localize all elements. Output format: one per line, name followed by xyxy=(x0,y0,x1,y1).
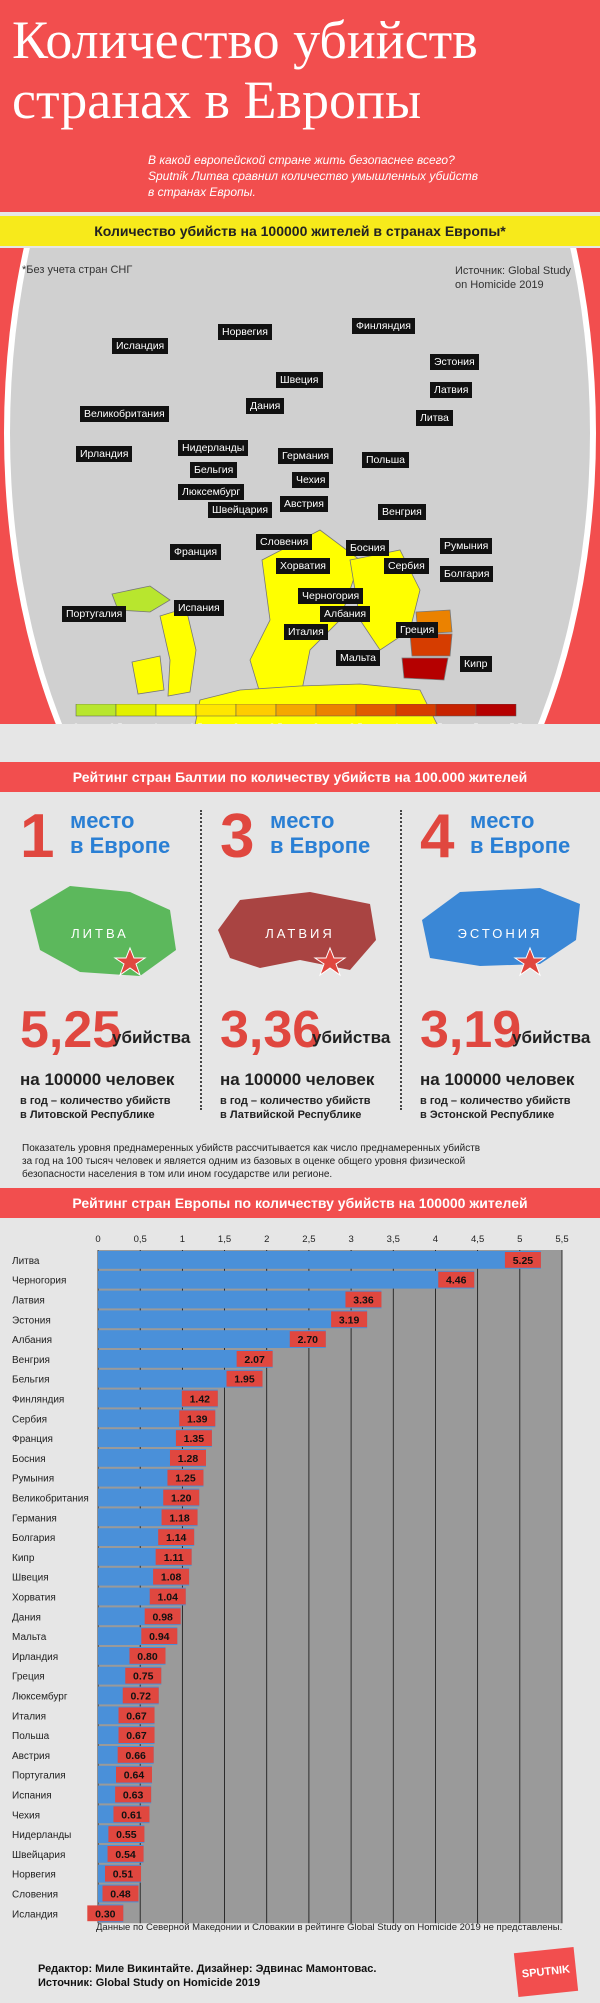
tick-label-top: 2 xyxy=(264,1234,270,1245)
category-label: Португалия xyxy=(12,1770,66,1782)
page-title xyxy=(12,10,592,130)
category-label: Греция xyxy=(12,1671,45,1683)
homicide-value: 3,36 xyxy=(220,1001,322,1059)
map-label: Италия xyxy=(284,624,328,640)
bar xyxy=(98,1271,474,1289)
category-label: Дания xyxy=(12,1612,41,1624)
title-line-2: странах в Европы xyxy=(12,70,422,130)
map-label: Исландия xyxy=(112,338,168,354)
map-label: Эстония xyxy=(430,354,479,370)
value-label: 0.55 xyxy=(116,1829,137,1842)
scale-tick-label: 5,5 xyxy=(509,722,523,733)
country-name: ЛИТВА xyxy=(71,926,129,941)
map-label: Хорватия xyxy=(276,558,330,574)
place-word: место xyxy=(470,808,535,833)
map-country-lithuania xyxy=(402,658,448,680)
category-label: Швейцария xyxy=(12,1849,66,1861)
tick-label-top: 5,5 xyxy=(555,1234,569,1245)
map-label: Албания xyxy=(320,606,370,622)
map-label: Венгрия xyxy=(378,504,426,520)
value-label: 0.67 xyxy=(126,1730,147,1743)
map-label: Норвегия xyxy=(218,324,272,340)
place-number: 1 xyxy=(20,802,55,871)
scale-tick-label: 4,5 xyxy=(429,722,443,733)
category-label: Ирландия xyxy=(12,1651,59,1663)
desc-line-1: в год – количество убийств xyxy=(420,1095,571,1107)
scale-tick-label: 0 xyxy=(73,722,79,733)
sputnik-logo: SPUTNIK xyxy=(514,1947,578,1997)
category-label: Германия xyxy=(12,1513,57,1525)
map-label: Швеция xyxy=(276,372,323,388)
scale-swatch xyxy=(116,704,156,716)
tick-label-top: 4,5 xyxy=(471,1234,485,1245)
category-label: Венгрия xyxy=(12,1354,50,1366)
category-label: Швеция xyxy=(12,1572,49,1584)
value-label: 0.64 xyxy=(123,1769,145,1782)
map-label: Германия xyxy=(278,448,333,464)
map-label: Финляндия xyxy=(352,318,415,334)
value-label: 0.48 xyxy=(110,1888,131,1901)
category-label: Мальта xyxy=(12,1632,47,1644)
map-label: Австрия xyxy=(280,496,328,512)
category-label: Италия xyxy=(12,1711,47,1723)
tick-label-top: 4 xyxy=(432,1234,439,1245)
category-label: Чехия xyxy=(12,1810,41,1822)
map-label: Великобритания xyxy=(80,406,169,422)
value-label: 2.70 xyxy=(297,1334,319,1347)
value-unit: убийства xyxy=(112,1028,191,1047)
category-label: Бельгия xyxy=(12,1374,50,1386)
category-label: Эстония xyxy=(12,1315,51,1327)
map-section-title: Количество убийств на 100000 жителей в странах Европы* xyxy=(0,216,600,246)
map-label: Кипр xyxy=(460,656,492,672)
tick-label-top: 0,5 xyxy=(133,1234,147,1245)
scale-swatch xyxy=(356,704,396,716)
map-note: *Без учета стран СНГ xyxy=(22,264,133,276)
value-label: 5.25 xyxy=(512,1254,534,1267)
category-label: Болгария xyxy=(12,1533,56,1545)
scale-tick-label: 2 xyxy=(233,722,239,733)
map-area xyxy=(0,248,600,733)
value-label: 1.08 xyxy=(160,1571,182,1584)
place-description xyxy=(420,1094,571,1122)
scale-swatch xyxy=(276,704,316,716)
map-label: Испания xyxy=(174,600,224,616)
intro-text xyxy=(148,152,548,200)
scale-tick-label: 5 xyxy=(473,722,479,733)
country-silhouette xyxy=(400,800,600,1000)
map-label: Словения xyxy=(256,534,312,550)
value-label: 0.94 xyxy=(149,1631,170,1644)
scale-swatch xyxy=(436,704,476,716)
map-label: Португалия xyxy=(62,606,126,622)
per-population: на 100000 человек xyxy=(420,1070,575,1089)
map-source-line-1: Источник: Global Study xyxy=(455,265,572,277)
country-silhouette xyxy=(0,800,200,1000)
footnote-line-2: за год на 100 тысяч человек и является одним из базовых в оценке общего уровня физической xyxy=(22,1156,466,1167)
category-label: Польша xyxy=(12,1731,50,1743)
footnote-line-1: Показатель уровня преднамеренных убийств рассчитывается как число преднамеренных убийств xyxy=(22,1143,481,1154)
scale-swatch xyxy=(316,704,356,716)
map-label: Бельгия xyxy=(190,462,237,478)
category-label: Черногория xyxy=(12,1275,67,1287)
homicide-value: 5,25 xyxy=(20,1001,122,1059)
value-label: 1.14 xyxy=(165,1532,187,1545)
category-label: Румыния xyxy=(12,1473,55,1485)
value-label: 3.19 xyxy=(338,1314,360,1327)
category-label: Испания xyxy=(12,1790,52,1802)
scale-swatch xyxy=(196,704,236,716)
category-label: Нидерланды xyxy=(12,1830,72,1842)
country-silhouette xyxy=(200,800,400,1000)
category-label: Исландия xyxy=(12,1909,58,1921)
tick-label-top: 3,5 xyxy=(386,1234,400,1245)
map-label: Ирландия xyxy=(76,446,132,462)
scale-tick-label: 0,5 xyxy=(109,722,123,733)
in-europe-word: в Европе xyxy=(470,833,571,858)
country-name: ЛАТВИЯ xyxy=(265,926,335,941)
scale-swatch xyxy=(156,704,196,716)
value-label: 0.51 xyxy=(112,1868,134,1881)
scale-swatch xyxy=(236,704,276,716)
place-number: 3 xyxy=(220,802,255,871)
baltic-section-title: Рейтинг стран Балтии по количеству убийств на 100.000 жителей xyxy=(0,762,600,792)
map-label: Дания xyxy=(246,398,284,414)
category-label: Босния xyxy=(12,1453,46,1465)
category-label: Люксембург xyxy=(12,1691,68,1703)
value-label: 0.63 xyxy=(122,1789,144,1802)
value-unit: убийства xyxy=(512,1028,591,1047)
category-label: Латвия xyxy=(12,1295,45,1307)
place-number: 4 xyxy=(420,802,455,871)
map-label: Болгария xyxy=(440,566,493,582)
map-label: Нидерланды xyxy=(178,440,248,456)
category-label: Финляндия xyxy=(12,1394,65,1406)
map-label: Сербия xyxy=(384,558,429,574)
map-label: Греция xyxy=(396,622,438,638)
category-label: Франция xyxy=(12,1434,53,1446)
map-label: Литва xyxy=(416,410,453,426)
tick-label-top: 2,5 xyxy=(302,1234,316,1245)
desc-line-2: в Литовской Республике xyxy=(20,1109,155,1121)
category-label: Кипр xyxy=(12,1552,35,1564)
scale-tick-label: 1,5 xyxy=(189,722,203,733)
map-label: Румыния xyxy=(440,538,492,554)
category-label: Великобритания xyxy=(12,1493,89,1505)
bar xyxy=(98,1251,541,1269)
map-label: Франция xyxy=(170,544,221,560)
desc-line-1: в год – количество убийств xyxy=(20,1095,171,1107)
map-country-uk xyxy=(160,608,196,696)
value-label: 0.30 xyxy=(95,1908,116,1921)
tick-label-top: 5 xyxy=(517,1234,523,1245)
ranking-section-title: Рейтинг стран Европы по количеству убийств на 100000 жителей xyxy=(0,1188,600,1218)
intro-line-3: в странах Европы. xyxy=(148,185,256,199)
value-label: 4.46 xyxy=(446,1274,467,1287)
value-label: 1.25 xyxy=(175,1472,196,1485)
tick-label-top: 3 xyxy=(348,1234,354,1245)
value-label: 1.20 xyxy=(171,1492,192,1505)
value-label: 1.18 xyxy=(169,1512,190,1525)
map-label: Швейцария xyxy=(208,502,272,518)
bar xyxy=(98,1310,367,1328)
credits-line-2: Источник: Global Study on Homicide 2019 xyxy=(38,1977,261,1989)
desc-line-2: в Эстонской Республике xyxy=(420,1109,555,1121)
chart-note: Данные по Северной Македонии и Словакии в рейтинге Global Study on Homicide 2019 не представлены. xyxy=(96,1922,563,1933)
value-label: 0.98 xyxy=(152,1611,173,1624)
header xyxy=(0,0,600,212)
place-description xyxy=(20,1094,171,1122)
scale-swatch xyxy=(396,704,436,716)
map-source-line-2: on Homicide 2019 xyxy=(455,279,544,291)
homicide-value: 3,19 xyxy=(420,1001,522,1059)
place-word: место xyxy=(70,808,135,833)
credits xyxy=(38,1962,376,1990)
value-label: 0.80 xyxy=(137,1650,158,1663)
value-unit: убийства xyxy=(312,1028,391,1047)
credits-line-1: Редактор: Миле Викинтайте. Дизайнер: Эдвинас Мамонтовас. xyxy=(38,1963,377,1975)
country-name: ЭСТОНИЯ xyxy=(457,926,543,941)
map-label: Латвия xyxy=(430,382,472,398)
category-label: Норвегия xyxy=(12,1869,56,1881)
color-scale xyxy=(72,704,532,733)
map-label: Люксембург xyxy=(178,484,244,500)
value-label: 1.04 xyxy=(157,1591,178,1604)
value-label: 2.07 xyxy=(244,1353,265,1366)
value-label: 1.95 xyxy=(234,1373,255,1386)
value-label: 1.42 xyxy=(189,1393,211,1406)
map-label: Польша xyxy=(362,452,409,468)
scale-tick-label: 3,5 xyxy=(349,722,363,733)
map-label: Босния xyxy=(346,540,389,556)
category-label: Австрия xyxy=(12,1750,51,1762)
map-label: Черногория xyxy=(298,588,363,604)
value-label: 1.35 xyxy=(183,1433,205,1446)
category-label: Сербия xyxy=(12,1414,48,1426)
map-label: Мальта xyxy=(336,650,380,666)
value-label: 3.36 xyxy=(353,1294,374,1307)
tick-label-top: 1 xyxy=(179,1234,186,1245)
ranking-bar-chart xyxy=(0,1226,600,1926)
in-europe-word: в Европе xyxy=(70,833,171,858)
baltic-section xyxy=(0,800,600,1180)
value-label: 0.54 xyxy=(115,1848,136,1861)
intro-line-1: В какой европейской стране жить безопаснее всего? xyxy=(148,153,455,167)
in-europe-word: в Европе xyxy=(270,833,371,858)
value-label: 1.11 xyxy=(163,1551,184,1564)
value-label: 1.39 xyxy=(187,1413,208,1426)
baltic-footnote xyxy=(22,1142,582,1181)
scale-tick-label: 4 xyxy=(393,722,399,733)
value-label: 0.75 xyxy=(133,1670,154,1683)
value-label: 0.66 xyxy=(125,1749,146,1762)
footnote-line-3: безопасности населения в том или ином государстве или регионе. xyxy=(22,1169,333,1180)
per-population: на 100000 человек xyxy=(220,1070,375,1089)
map-country-ireland xyxy=(132,656,164,694)
value-label: 0.61 xyxy=(121,1809,142,1822)
category-label: Словения xyxy=(12,1889,59,1901)
map-source xyxy=(455,264,571,292)
desc-line-2: в Латвийской Республике xyxy=(220,1109,362,1121)
tick-label-top: 1,5 xyxy=(217,1234,232,1245)
scale-tick-label: 2,5 xyxy=(269,722,283,733)
value-label: 0.67 xyxy=(126,1710,147,1723)
map-label: Чехия xyxy=(292,472,329,488)
category-label: Албания xyxy=(12,1335,53,1347)
scale-tick-label: 1 xyxy=(153,722,159,733)
scale-swatch xyxy=(76,704,116,716)
place-word: место xyxy=(270,808,335,833)
scale-swatch xyxy=(476,704,516,716)
category-label: Литва xyxy=(12,1255,40,1267)
desc-line-1: в год – количество убийств xyxy=(220,1095,371,1107)
per-population: на 100000 человек xyxy=(20,1070,175,1089)
value-label: 0.72 xyxy=(130,1690,151,1703)
place-description xyxy=(220,1094,371,1122)
value-label: 1.28 xyxy=(177,1452,199,1465)
category-label: Хорватия xyxy=(12,1592,56,1604)
intro-line-2: Sputnik Литва сравнил количество умышленных убийств xyxy=(148,169,478,183)
title-line-1: Количество убийств xyxy=(12,10,478,70)
bar xyxy=(98,1291,381,1309)
scale-tick-label: 3 xyxy=(313,722,319,733)
tick-label-top: 0 xyxy=(95,1234,101,1245)
